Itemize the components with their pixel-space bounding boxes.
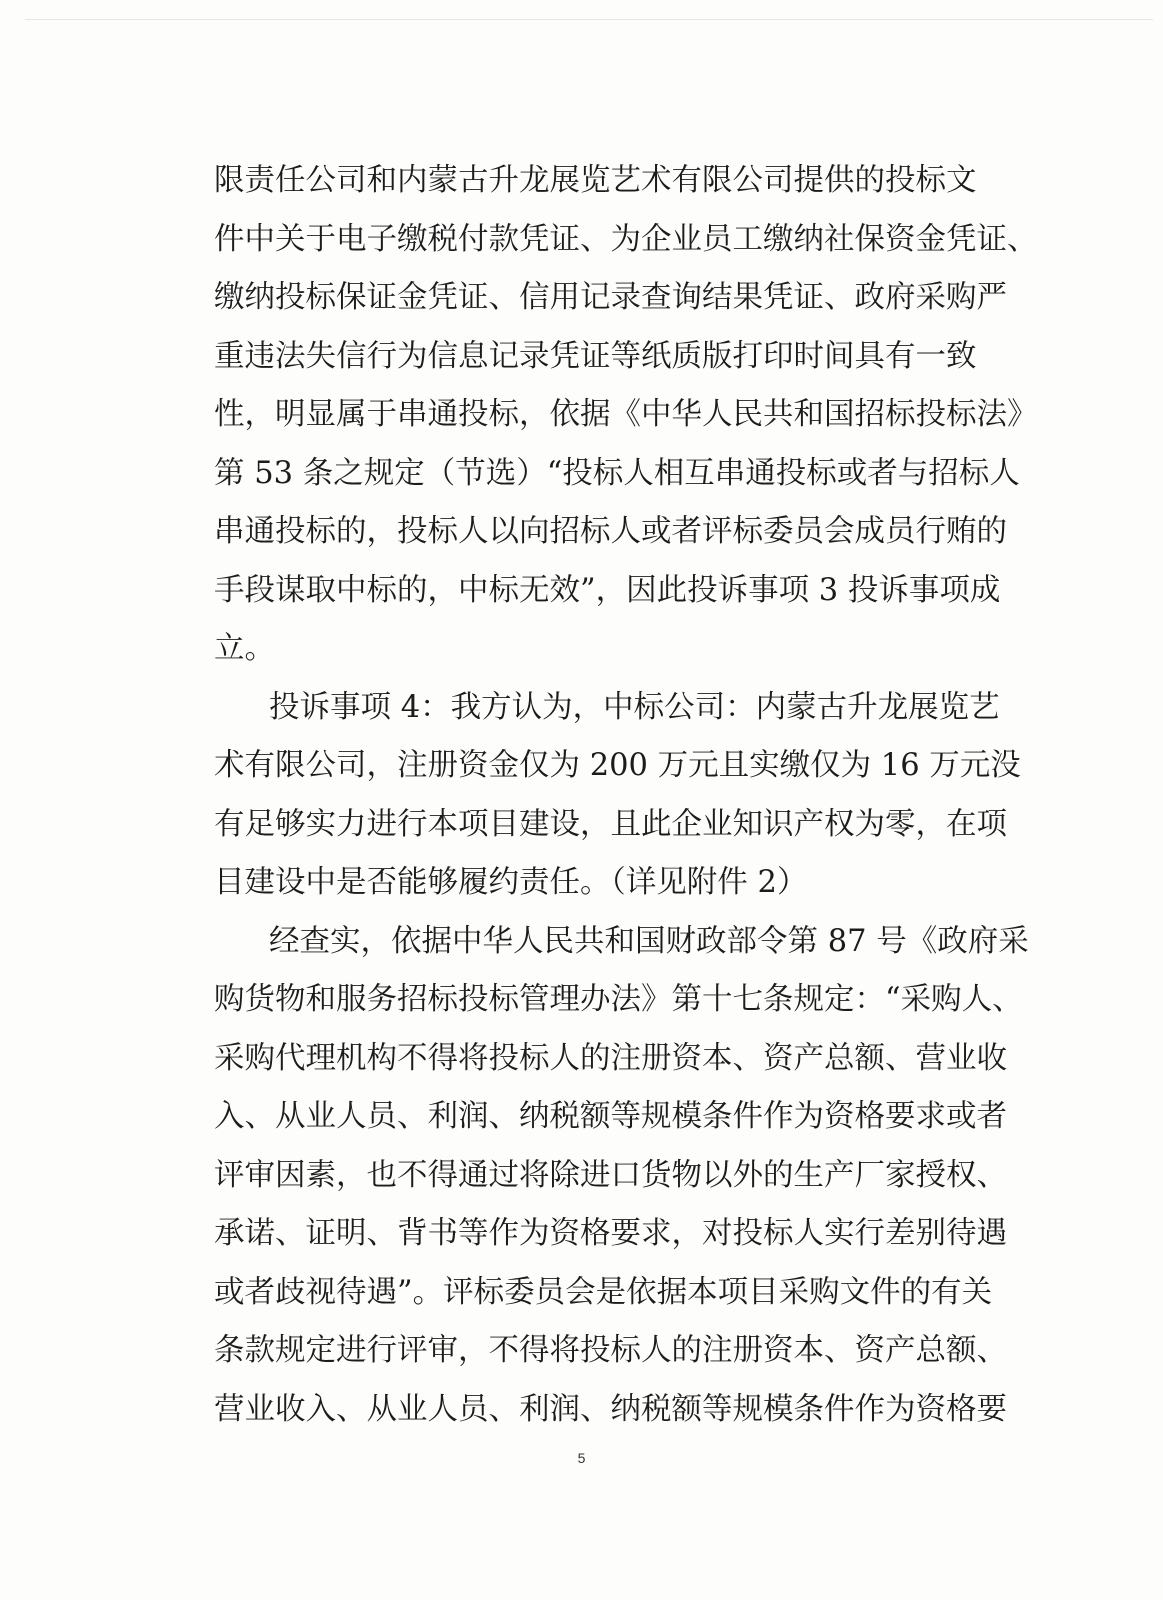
text-line: 评审因素，也不得通过将除进口货物以外的生产厂家授权、 (214, 1157, 1007, 1193)
text-line: 手段谋取中标的，中标无效”，因此投诉事项 3 投诉事项成 (214, 572, 1001, 608)
text-line: 立。 (214, 631, 275, 666)
page-top-edge (25, 19, 1153, 20)
text-line: 营业收入、从业人员、利润、纳税额等规模条件作为资格要 (214, 1391, 1007, 1427)
text-line: 承诺、证明、背书等作为资格要求，对投标人实行差别待遇 (214, 1216, 1007, 1251)
paragraph-start-line: 投诉事项 4：我方认为，中标公司：内蒙古升龙展览艺 (269, 689, 1000, 725)
text-line: 重违法失信行为信息记录凭证等纸质版打印时间具有一致 (214, 338, 977, 374)
text-line: 限责任公司和内蒙古升龙展览艺术有限公司提供的投标文 (214, 163, 977, 198)
text-line: 串通投标的，投标人以向招标人或者评标委员会成员行贿的 (214, 514, 1007, 549)
text-line: 性，明显属于串通投标，依据《中华人民共和国招标投标法》 (214, 397, 1038, 432)
text-line: 术有限公司，注册资金仅为 200 万元且实缴仅为 16 万元没 (214, 748, 1021, 783)
text-line: 采购代理机构不得将投标人的注册资本、资产总额、营业收 (214, 1040, 1007, 1076)
text-line: 或者歧视待遇”。评标委员会是依据本项目采购文件的有关 (214, 1274, 993, 1310)
page-number: 5 (577, 1450, 586, 1466)
text-line: 件中关于电子缴税付款凭证、为企业员工缴纳社保资金凭证、 (214, 221, 1038, 257)
text-line: 目建设中是否能够履约责任。（详见附件 2） (214, 865, 808, 900)
paragraph-start-line: 经查实，依据中华人民共和国财政部令第 87 号《政府采 (269, 923, 1029, 959)
text-line: 缴纳投标保证金凭证、信用记录查询结果凭证、政府采购严 (214, 280, 1007, 315)
text-line: 购货物和服务招标投标管理办法》第十七条规定：“采购人、 (214, 982, 1023, 1017)
text-line: 有足够实力进行本项目建设，且此企业知识产权为零，在项 (214, 806, 1007, 842)
text-line: 入、从业人员、利润、纳税额等规模条件作为资格要求或者 (214, 1099, 1007, 1134)
text-line: 条款规定进行评审，不得将投标人的注册资本、资产总额、 (214, 1333, 1007, 1368)
text-line: 第 53 条之规定（节选）“投标人相互串通投标或者与招标人 (214, 455, 1020, 491)
body-text (214, 152, 1038, 1439)
